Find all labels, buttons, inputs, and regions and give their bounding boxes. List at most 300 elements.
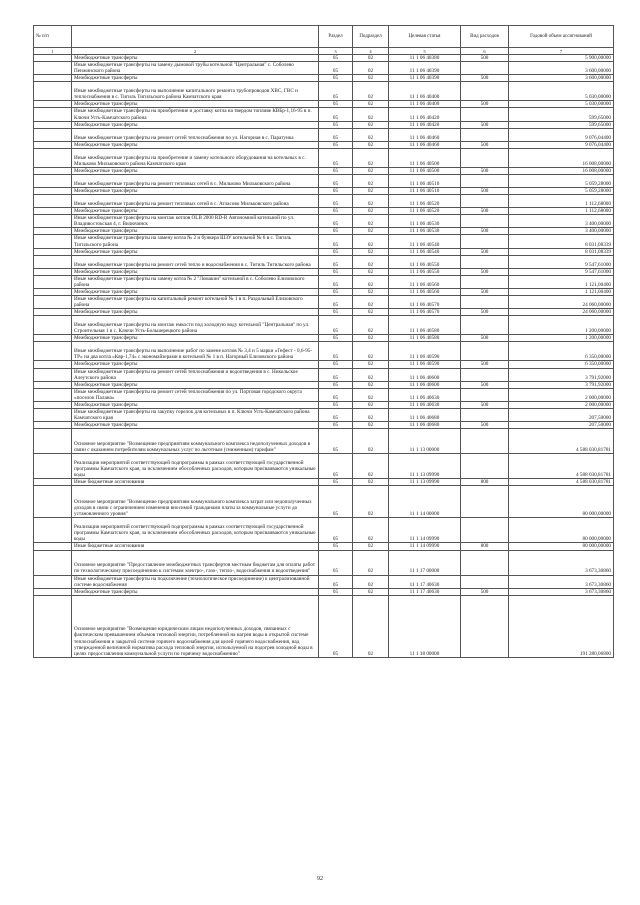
column-number: 4 [353,48,389,55]
row-number [34,588,72,595]
row-expense-type: 500 [461,402,509,409]
row-number [34,575,72,588]
row-amount: 191 280,06800 [509,595,614,657]
row-section: 05 [319,381,353,388]
row-expense-type [461,409,509,422]
table-row [34,296,614,309]
row-expense-type [461,275,509,288]
row-expense-type [461,296,509,309]
row-number [34,128,72,141]
row-expense-type [461,486,509,518]
table-row [34,422,614,429]
row-expense-type [461,595,509,657]
table-header [34,26,614,55]
table-row [34,174,614,187]
row-name: Иные межбюджетные трансферты на монтаж котлов OLB 2000 RD-R Автономной котельной по ул. Владивостокская 4, г. Вилючинск [72,215,319,228]
column-number: 5 [389,48,461,55]
table-row [34,368,614,381]
column-number-row [34,48,614,55]
row-expense-type: 500 [461,167,509,174]
row-subsection: 02 [353,575,389,588]
table-row [34,255,614,268]
row-name: Иные межбюджетные трансферты на закупку горелок для котельных в п. Ключи Усть-Камчатского района Камчатского края [72,409,319,422]
row-number [34,422,72,429]
row-section: 05 [319,422,353,429]
row-number [34,518,72,543]
row-amount: 6 350,00000 [509,342,614,361]
column-number: 6 [461,48,509,55]
row-section: 05 [319,588,353,595]
table-row [34,342,614,361]
row-amount: 16 008,00000 [509,148,614,167]
row-subsection: 02 [353,255,389,268]
table-row [34,55,614,62]
row-section: 05 [319,141,353,148]
row-amount: 5 059,28000 [509,174,614,187]
row-section: 05 [319,595,353,657]
row-expense-type: 500 [461,121,509,128]
row-target-article: 11 1 06 40590 [389,361,461,368]
row-number [34,479,72,486]
row-expense-type: 500 [461,101,509,108]
row-name: Межбюджетные трансферты [72,588,319,595]
row-section: 05 [319,167,353,174]
row-target-article: 11 1 06 40390 [389,75,461,82]
row-target-article: 11 1 14 00000 [389,486,461,518]
row-name: Межбюджетные трансферты [72,208,319,215]
row-target-article: 11 1 17 40630 [389,575,461,588]
row-target-article: 11 1 06 40560 [389,288,461,295]
row-section: 05 [319,215,353,228]
table-row [34,595,614,657]
row-section: 05 [319,235,353,248]
row-subsection: 02 [353,215,389,228]
row-amount: 80 000,00000 [509,543,614,550]
table-row [34,167,614,174]
row-section: 05 [319,550,353,575]
table-row [34,82,614,101]
row-amount: 207,50000 [509,422,614,429]
table-row [34,228,614,235]
table-row [34,108,614,121]
table-row [34,388,614,401]
row-name: Межбюджетные трансферты [72,309,319,316]
row-subsection: 02 [353,235,389,248]
row-section: 05 [319,128,353,141]
budget-table [33,25,614,658]
table-row [34,429,614,454]
row-section: 05 [319,148,353,167]
row-subsection: 02 [353,402,389,409]
row-name: Межбюджетные трансферты [72,187,319,194]
row-name: Межбюджетные трансферты [72,248,319,255]
row-section: 05 [319,454,353,479]
row-name: Иные бюджетные ассигнования [72,543,319,550]
row-number [34,82,72,101]
table-row [34,550,614,575]
row-amount: 3 673,30860 [509,588,614,595]
row-amount: 9 076,04400 [509,128,614,141]
row-number [34,309,72,316]
row-name: Межбюджетные трансферты [72,402,319,409]
row-subsection: 02 [353,174,389,187]
row-name: Межбюджетные трансферты [72,167,319,174]
row-section: 05 [319,82,353,101]
row-number [34,228,72,235]
row-section: 05 [319,55,353,62]
row-subsection: 02 [353,275,389,288]
table-row [34,316,614,335]
row-expense-type [461,215,509,228]
table-row [34,381,614,388]
row-amount: 9 547,61000 [509,255,614,268]
row-section: 05 [319,342,353,361]
row-subsection: 02 [353,342,389,361]
row-number [34,388,72,401]
row-name: Иные межбюджетные трансферты на ремонт сетей теплоснабжения по ул. Нагорная в с. Паратунка [72,128,319,141]
row-section: 05 [319,195,353,208]
row-subsection: 02 [353,309,389,316]
row-number [34,381,72,388]
column-number: 3 [319,48,353,55]
row-target-article: 11 1 17 00000 [389,550,461,575]
row-amount: 3 791,92000 [509,381,614,388]
row-subsection: 02 [353,128,389,141]
row-section: 05 [319,309,353,316]
row-subsection: 02 [353,268,389,275]
table-row [34,235,614,248]
row-target-article: 11 1 06 40530 [389,228,461,235]
row-number [34,255,72,268]
table-row [34,402,614,409]
row-expense-type [461,550,509,575]
row-expense-type [461,454,509,479]
row-name: Межбюджетные трансферты [72,335,319,342]
row-target-article: 11 1 06 40630 [389,388,461,401]
table-row [34,141,614,148]
row-subsection: 02 [353,108,389,121]
row-subsection: 02 [353,121,389,128]
row-target-article: 11 1 06 40530 [389,215,461,228]
row-subsection: 02 [353,518,389,543]
row-amount: 24 060,00000 [509,296,614,309]
row-number [34,268,72,275]
row-expense-type [461,429,509,454]
row-amount: 1 112,68000 [509,208,614,215]
table-row [34,335,614,342]
row-section: 05 [319,429,353,454]
table-row [34,275,614,288]
row-number [34,108,72,121]
row-section: 05 [319,388,353,401]
column-number: 2 [72,48,319,55]
row-expense-type: 800 [461,479,509,486]
row-number [34,335,72,342]
row-number [34,275,72,288]
row-amount: 1 121,00400 [509,275,614,288]
row-amount: 3 673,30860 [509,550,614,575]
table-row [34,187,614,194]
row-target-article: 11 1 13 09990 [389,479,461,486]
row-subsection: 02 [353,388,389,401]
row-number [34,215,72,228]
column-number: 7 [509,48,614,55]
row-number [34,167,72,174]
table-row [34,479,614,486]
row-name: Иные межбюджетные трансферты на замену котла № 2 "Ломакин" котельной в с. Соболево Елизовского района [72,275,319,288]
row-number [34,550,72,575]
row-number [34,121,72,128]
row-name: Межбюджетные трансферты [72,141,319,148]
row-subsection: 02 [353,187,389,194]
row-expense-type [461,108,509,121]
row-name: Иные межбюджетные трансферты на монтаж емкости под холодную воду котельной "Центральная" по ул. Строительная 1 в с. Ключи Усть-Большерецкого района [72,316,319,335]
row-amount: 5 900,00000 [509,55,614,62]
row-amount: 1 121,00400 [509,288,614,295]
row-section: 05 [319,486,353,518]
row-amount: 80 000,00000 [509,518,614,543]
row-name: Иные межбюджетные трансферты на выполнение работ по замене котлов № 3,4 и 5 марки «Гефест - 0,6-95-ТР» на два котла «Квр-1,74» с экономайзерами в котельной № 1 в п. Нагорный Елизовского района [72,342,319,361]
row-name: Межбюджетные трансферты [72,75,319,82]
row-target-article: 11 1 06 40630 [389,402,461,409]
row-number [34,402,72,409]
row-target-article: 11 1 06 40510 [389,174,461,187]
row-section: 05 [319,518,353,543]
row-target-article: 11 1 06 40570 [389,309,461,316]
row-subsection: 02 [353,148,389,167]
row-subsection: 02 [353,368,389,381]
row-target-article: 11 1 06 40510 [389,187,461,194]
row-amount: 599,65000 [509,121,614,128]
row-number [34,368,72,381]
row-amount: 1 200,00000 [509,316,614,335]
row-amount: 207,50000 [509,409,614,422]
row-name: Межбюджетные трансферты [72,268,319,275]
row-section: 05 [319,409,353,422]
row-number [34,296,72,309]
row-target-article: 11 1 06 40520 [389,208,461,215]
row-expense-type: 500 [461,588,509,595]
row-number [34,288,72,295]
row-name: Иные межбюджетные трансферты на ремонт тепловых сетей в с. Мильково Мильковского района [72,174,319,187]
table-row [34,454,614,479]
row-target-article: 11 1 06 40420 [389,108,461,121]
table-row [34,543,614,550]
row-number [34,208,72,215]
row-amount: 3 400,00000 [509,228,614,235]
table-row [34,409,614,422]
row-target-article: 11 1 06 40460 [389,128,461,141]
row-number [34,454,72,479]
row-target-article: 11 1 06 40380 [389,55,461,62]
row-target-article: 11 1 06 40420 [389,121,461,128]
row-name: Иные межбюджетные трансферты на капитальный ремонт котельной № 1 в п. Раздольный Елизовского района [72,296,319,309]
row-target-article: 11 1 06 40390 [389,62,461,75]
row-target-article: 11 1 06 40550 [389,255,461,268]
table-row [34,121,614,128]
row-expense-type: 500 [461,55,509,62]
table-row [34,208,614,215]
row-target-article: 11 1 06 40560 [389,275,461,288]
row-section: 05 [319,575,353,588]
table-row [34,361,614,368]
row-section: 05 [319,108,353,121]
row-amount: 8 031,08339 [509,235,614,248]
row-amount: 3 673,30860 [509,575,614,588]
row-target-article: 11 1 06 40580 [389,335,461,342]
row-section: 05 [319,255,353,268]
row-subsection: 02 [353,101,389,108]
row-amount: 3 400,00000 [509,215,614,228]
row-amount: 599,65000 [509,108,614,121]
row-subsection: 02 [353,550,389,575]
row-target-article: 11 1 06 40520 [389,195,461,208]
row-subsection: 02 [353,422,389,429]
row-amount: 24 060,00000 [509,309,614,316]
row-number [34,486,72,518]
row-subsection: 02 [353,588,389,595]
row-number [34,543,72,550]
row-name: Иные межбюджетные трансферты на ремонт сетей теплоснабжения и водоотведения в с. Никольское Алеутского района [72,368,319,381]
row-number [34,195,72,208]
header-subsection: Подраздел [353,26,389,48]
row-amount: 3 791,92000 [509,368,614,381]
row-subsection: 02 [353,316,389,335]
row-expense-type [461,342,509,361]
row-number [34,75,72,82]
row-expense-type: 500 [461,187,509,194]
row-expense-type: 800 [461,543,509,550]
row-name: Межбюджетные трансферты [72,228,319,235]
row-subsection: 02 [353,195,389,208]
row-expense-type: 500 [461,208,509,215]
row-section: 05 [319,174,353,187]
row-section: 05 [319,402,353,409]
row-number [34,187,72,194]
row-expense-type: 500 [461,335,509,342]
row-subsection: 02 [353,543,389,550]
row-name: Иные бюджетные ассигнования [72,479,319,486]
row-section: 05 [319,361,353,368]
row-expense-type: 500 [461,309,509,316]
row-section: 05 [319,288,353,295]
row-target-article: 11 1 06 40600 [389,368,461,381]
row-amount: 4 588 030,81781 [509,479,614,486]
table-row [34,101,614,108]
row-expense-type: 500 [461,141,509,148]
row-name: Межбюджетные трансферты [72,121,319,128]
table-row [34,588,614,595]
row-number [34,62,72,75]
row-target-article: 11 1 06 40550 [389,268,461,275]
row-expense-type: 500 [461,228,509,235]
table-row [34,268,614,275]
table-row [34,288,614,295]
row-name: Иные межбюджетные трансферты на замену дымовой трубы котельной "Центральная" с. Соболево Пенжинского района [72,62,319,75]
row-subsection: 02 [353,296,389,309]
row-expense-type: 500 [461,288,509,295]
row-name: Реализация мероприятий соответствующей подпрограммы в рамках соответствующей государственной программы Камчатского края, за исключением обособленных расходов, которым присваиваются уникальные коды [72,454,319,479]
table-row [34,75,614,82]
table-body [34,55,614,658]
table-row [34,195,614,208]
row-name: Межбюджетные трансферты [72,55,319,62]
row-section: 05 [319,335,353,342]
row-section: 05 [319,208,353,215]
row-expense-type [461,128,509,141]
budget-page [33,25,613,658]
row-name: Иные межбюджетные трансферты на ремонт тепловых сетей в с. Атласово Мильковского района [72,195,319,208]
row-expense-type [461,195,509,208]
row-section: 05 [319,121,353,128]
table-row [34,486,614,518]
row-number [34,101,72,108]
row-name: Межбюджетные трансферты [72,422,319,429]
row-subsection: 02 [353,381,389,388]
row-number [34,55,72,62]
row-section: 05 [319,187,353,194]
row-subsection: 02 [353,55,389,62]
row-amount: 4 588 030,81781 [509,454,614,479]
row-name: Иные межбюджетные трансферты на ремонт сетей теплоснабжения по ул. Портовая городского округа «поселок Палана» [72,388,319,401]
row-amount: 2 000,00000 [509,388,614,401]
row-target-article: 11 1 13 09990 [389,454,461,479]
row-amount: 4 588 030,81781 [509,429,614,454]
column-number: 1 [34,48,72,55]
row-name: Межбюджетные трансферты [72,101,319,108]
row-expense-type [461,575,509,588]
row-subsection: 02 [353,479,389,486]
row-section: 05 [319,248,353,255]
row-target-article: 11 1 06 40400 [389,82,461,101]
row-expense-type: 500 [461,381,509,388]
row-subsection: 02 [353,429,389,454]
row-amount: 1 112,68000 [509,195,614,208]
row-subsection: 02 [353,486,389,518]
table-row [34,148,614,167]
row-amount: 9 547,61000 [509,268,614,275]
row-expense-type: 500 [461,268,509,275]
row-section: 05 [319,479,353,486]
table-row [34,128,614,141]
row-name: Основное мероприятие "Возмещение предприятиям коммунального комплекса недополученных доходов в связи с оказанием потребителям коммунальных услуг по льготным (сниженным) тарифам" [72,429,319,454]
row-target-article: 11 1 06 40500 [389,167,461,174]
table-row [34,215,614,228]
row-target-article: 11 1 06 40680 [389,422,461,429]
row-section: 05 [319,75,353,82]
row-number [34,361,72,368]
row-target-article: 11 1 06 40600 [389,381,461,388]
row-amount: 3 600,00000 [509,62,614,75]
row-section: 05 [319,316,353,335]
row-expense-type [461,388,509,401]
row-subsection: 02 [353,409,389,422]
row-expense-type: 500 [461,422,509,429]
row-section: 05 [319,101,353,108]
row-number [34,248,72,255]
row-target-article: 11 1 06 40570 [389,296,461,309]
row-target-article: 11 1 06 40540 [389,248,461,255]
header-annual-amount: Годовой объем ассигнований [509,26,614,48]
row-name: Межбюджетные трансферты [72,288,319,295]
row-subsection: 02 [353,248,389,255]
row-section: 05 [319,275,353,288]
row-name: Основное мероприятие "Возмещение юридическим лицам недополученных доходов, связанных с фактическим превышением объемов тепловой энергии, потребленной на нагрев воды в открытой системе теплоснабжения и закрытой системе горячего водоснабжения для целей горячего водоснабжения, над утвержденной величиной норматива расхода тепловой энергии, используемой на подогрев холодной воды в целях предоставления коммунальной услуги по горячему водоснабжению" [72,595,319,657]
row-target-article: 11 1 06 40400 [389,101,461,108]
row-target-article: 11 1 06 40590 [389,342,461,361]
row-number [34,316,72,335]
row-amount: 9 076,04400 [509,141,614,148]
